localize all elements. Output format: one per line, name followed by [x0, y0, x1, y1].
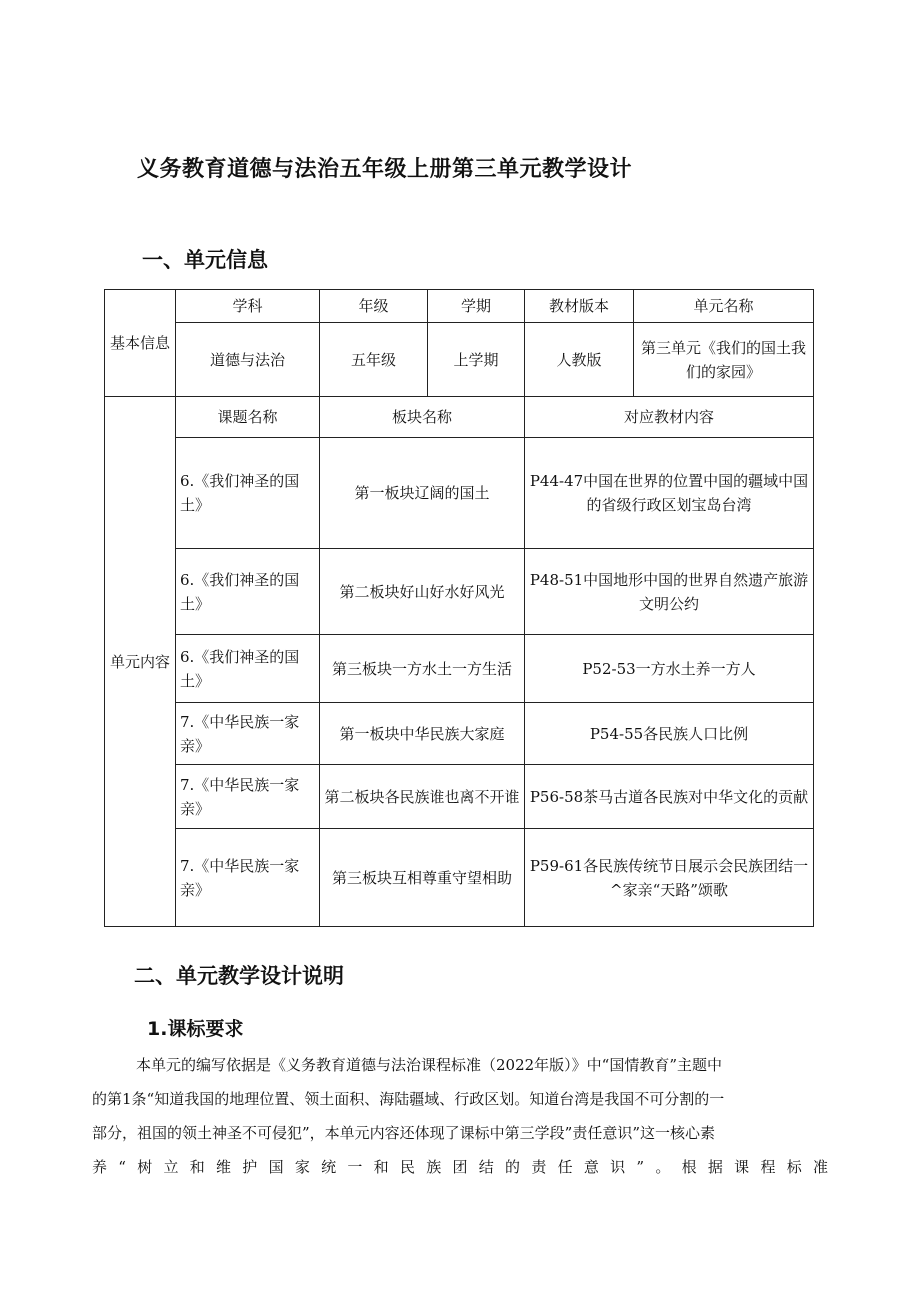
value-grade: 五年级	[320, 323, 428, 397]
value-unit-name: 第三单元《我们的国土我们的家园》	[634, 323, 814, 397]
content-cell: P54-55各民族人口比例	[525, 703, 814, 765]
block-cell: 第二板块好山好水好风光	[320, 549, 525, 635]
block-cell: 第一板块辽阔的国土	[320, 438, 525, 549]
block-cell: 第三板块互相尊重守望相助	[320, 829, 525, 927]
curriculum-paragraph	[92, 1048, 828, 1184]
header-block: 板块名称	[320, 397, 525, 438]
lesson-cell: 6.《我们神圣的国土》	[176, 635, 320, 703]
section-heading-design-notes: 二、单元教学设计说明	[134, 964, 344, 988]
paragraph-line: 本单元的编写依据是《义务教育道德与法治课程标准（2022年版）》中“国情教育”主题中	[136, 1056, 723, 1074]
block-cell: 第三板块一方水土一方生活	[320, 635, 525, 703]
unit-info-table	[104, 289, 814, 927]
header-grade: 年级	[320, 290, 428, 323]
content-cell: P52-53一方水土养一方人	[525, 635, 814, 703]
table-row	[105, 829, 814, 927]
lesson-cell: 7.《中华民族一家亲》	[176, 703, 320, 765]
section-heading-unit-info: 一、单元信息	[142, 248, 268, 272]
header-lesson: 课题名称	[176, 397, 320, 438]
lesson-cell: 7.《中华民族一家亲》	[176, 765, 320, 829]
lesson-cell: 6.《我们神圣的国土》	[176, 438, 320, 549]
content-cell: P59-61各民族传统节日展示会民族团结一^家亲“天路”颂歌	[525, 829, 814, 927]
basic-info-label: 基本信息	[105, 290, 176, 397]
lesson-cell: 7.《中华民族一家亲》	[176, 829, 320, 927]
table-row	[105, 635, 814, 703]
block-cell: 第一板块中华民族大家庭	[320, 703, 525, 765]
paragraph-line: 部分，祖国的领土神圣不可侵犯”，本单元内容还体现了课标中第三学段”责任意识”这一核心素	[92, 1124, 716, 1142]
table-row	[105, 549, 814, 635]
content-cell: P44-47中国在世界的位置中国的疆域中国的省级行政区划宝岛台湾	[525, 438, 814, 549]
value-subject: 道德与法治	[176, 323, 320, 397]
paragraph-line: 的第1条“知道我国的地理位置、领土面积、海陆疆域、行政区划。知道台湾是我国不可分割的一	[92, 1090, 725, 1108]
subsection-heading-curriculum: 1.课标要求	[147, 1018, 244, 1040]
header-term: 学期	[428, 290, 525, 323]
table-row	[105, 703, 814, 765]
header-edition: 教材版本	[525, 290, 634, 323]
content-cell: P56-58茶马古道各民族对中华文化的贡献	[525, 765, 814, 829]
paragraph-line: 养“树立和维护国家统一和民族团结的责任意识”。根据课程标准	[92, 1158, 828, 1176]
content-cell: P48-51中国地形中国的世界自然遗产旅游文明公约	[525, 549, 814, 635]
header-subject: 学科	[176, 290, 320, 323]
header-unit-name: 单元名称	[634, 290, 814, 323]
table-row	[105, 765, 814, 829]
value-term: 上学期	[428, 323, 525, 397]
value-edition: 人教版	[525, 323, 634, 397]
header-content: 对应教材内容	[525, 397, 814, 438]
unit-content-label: 单元内容	[105, 397, 176, 927]
table-row	[105, 438, 814, 549]
block-cell: 第二板块各民族谁也离不开谁	[320, 765, 525, 829]
document-title: 义务教育道德与法治五年级上册第三单元教学设计	[137, 157, 633, 182]
lesson-cell: 6.《我们神圣的国土》	[176, 549, 320, 635]
